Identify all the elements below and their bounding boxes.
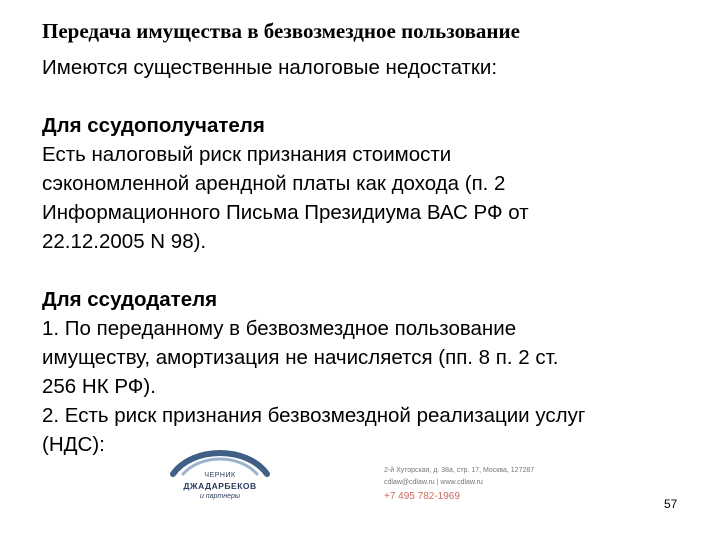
logo-text-line2: ДЖАДАРБЕКОВ [183, 481, 257, 491]
company-logo [165, 440, 275, 520]
spacer [42, 256, 702, 285]
logo-text-line3: и партнеры [199, 493, 241, 500]
borrower-text-line: Информационного Письма Президиума ВАС РФ от [42, 201, 529, 224]
intro-text: Имеются существенные налоговые недостатки: [42, 56, 498, 79]
lender-text-line: (НДС): [42, 433, 105, 456]
lender-text-line: 2. Есть риск признания безвозмездной реализации услуг [42, 404, 586, 427]
lender-text-line: имуществу, амортизация не начисляется (пп. 8 п. 2 ст. [42, 346, 559, 369]
slide-body [42, 53, 702, 459]
borrower-text-line: Есть налоговый риск признания стоимости [42, 143, 452, 166]
contact-address: 2-й Хуторская, д. 38а, стр. 17, Москва, 127287 [384, 467, 535, 474]
contact-web[interactable]: cdlaw@cdlaw.ru | www.cdlaw.ru [384, 479, 483, 486]
borrower-text-line: сэкономленной арендной платы как дохода (п. 2 [42, 172, 506, 195]
spacer [42, 82, 702, 111]
lender-text-line: 1. По переданному в безвозмездное пользование [42, 317, 517, 340]
contact-phone: +7 495 782-1969 [384, 491, 460, 502]
slide-title: Передача имущества в безвозмездное пользование [42, 19, 520, 43]
section-heading-borrower: Для ссудополучателя [42, 114, 265, 137]
logo-text-line1: ЧЕРНИК [204, 472, 236, 479]
lender-text-line: 256 НК РФ). [42, 375, 156, 398]
contact-info [384, 465, 564, 505]
page-number: 57 [664, 497, 678, 511]
borrower-text-line: 22.12.2005 N 98). [42, 230, 207, 253]
section-heading-lender: Для ссудодателя [42, 288, 218, 311]
